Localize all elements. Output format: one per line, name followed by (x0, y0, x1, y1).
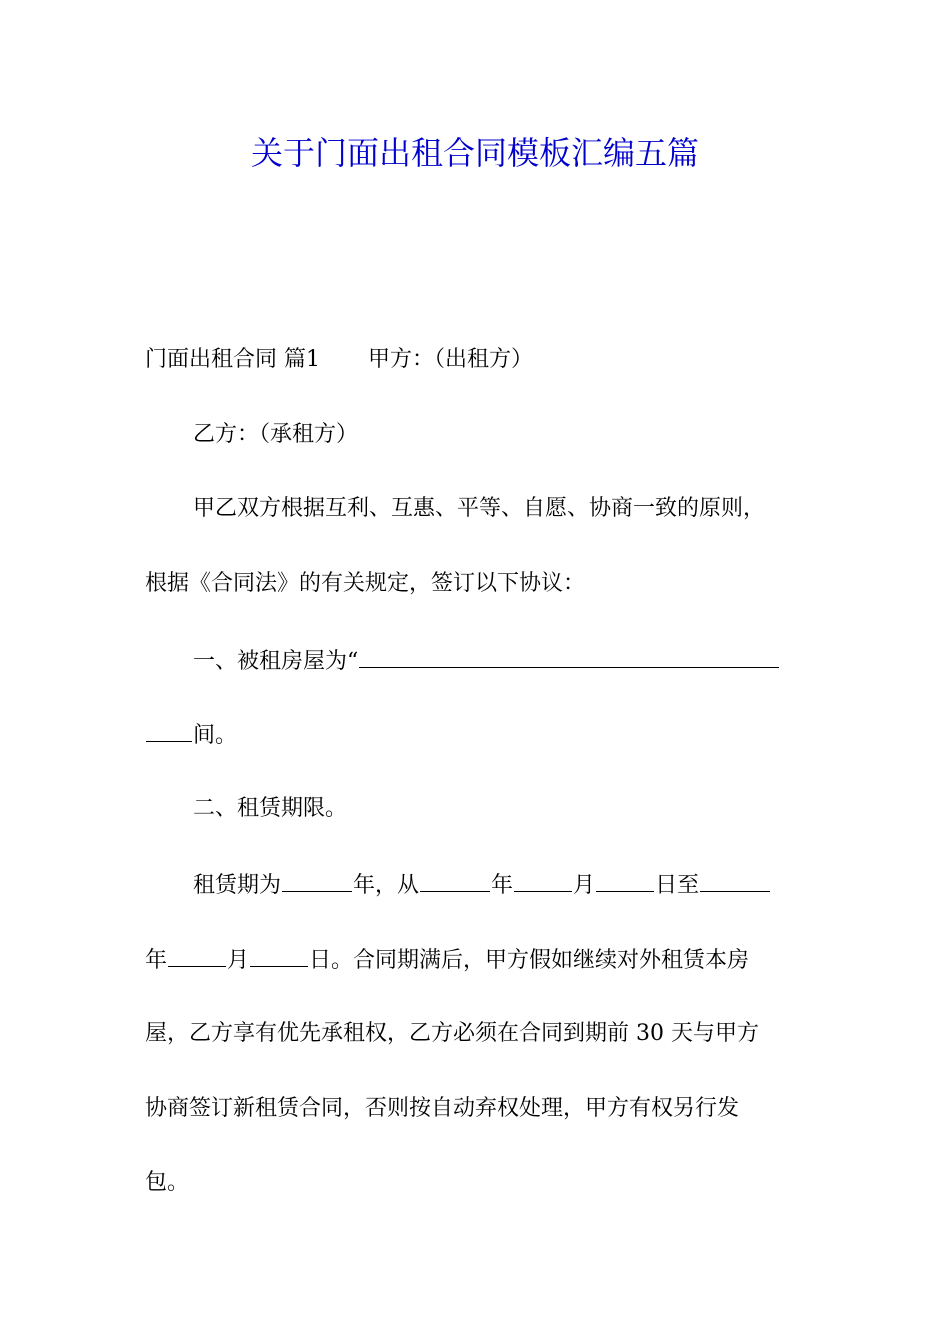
premises-blank (359, 645, 779, 668)
start-month-blank (514, 869, 572, 892)
rooms-blank (146, 719, 192, 742)
clause-2-continuation: 日。合同期满后，甲方假如继续对外租赁本房 (309, 948, 750, 973)
end-day-blank (250, 944, 308, 967)
clause-1-line-1 (193, 645, 863, 677)
end-month-blank (168, 944, 226, 967)
month-label: 月 (573, 873, 596, 898)
clause-2-line-2 (145, 944, 815, 976)
clause-1-line-2 (145, 719, 815, 751)
party-b-label: 乙方：（承租方） (193, 422, 359, 447)
clause-2-line-3: 屋，乙方享有优先承租权，乙方必须在合同到期前 30 天与甲方 (145, 1021, 759, 1046)
end-month-label: 月 (227, 948, 250, 973)
document-title: 关于门面出租合同模板汇编五篇 (250, 134, 699, 172)
start-year-blank (420, 869, 490, 892)
clause-2-line-1 (193, 869, 863, 901)
term-years-blank (282, 869, 352, 892)
end-year-blank (700, 869, 770, 892)
clause-2-line-4: 协商签订新租赁合同，否则按自动弃权处理，甲方有权另行发 (145, 1096, 740, 1121)
section-name: 门面出租合同 (145, 347, 278, 372)
party-a-label: 甲方：（出租方） (368, 347, 534, 372)
clause-2-line-5: 包。 (145, 1170, 190, 1195)
end-year-label: 年 (145, 948, 168, 973)
start-day-blank (596, 869, 654, 892)
from-label: 年，从 (353, 873, 420, 898)
clause-2-title: 二、租赁期限。 (193, 796, 348, 821)
intro-paragraph-line-1: 甲乙双方根据互利、互惠、平等、自愿、协商一致的原则， (193, 496, 766, 521)
day-to-label: 日至 (655, 873, 700, 898)
intro-paragraph-line-2: 根据《合同法》的有关规定，签订以下协议： (145, 571, 586, 596)
article-number: 篇1 (284, 347, 321, 372)
clause-1-text: 一、被租房屋为“ (193, 649, 359, 674)
year-label: 年 (491, 873, 514, 898)
section-heading (145, 345, 815, 375)
clause-1-suffix: 间。 (193, 723, 238, 748)
term-label: 租赁期为 (193, 873, 282, 898)
